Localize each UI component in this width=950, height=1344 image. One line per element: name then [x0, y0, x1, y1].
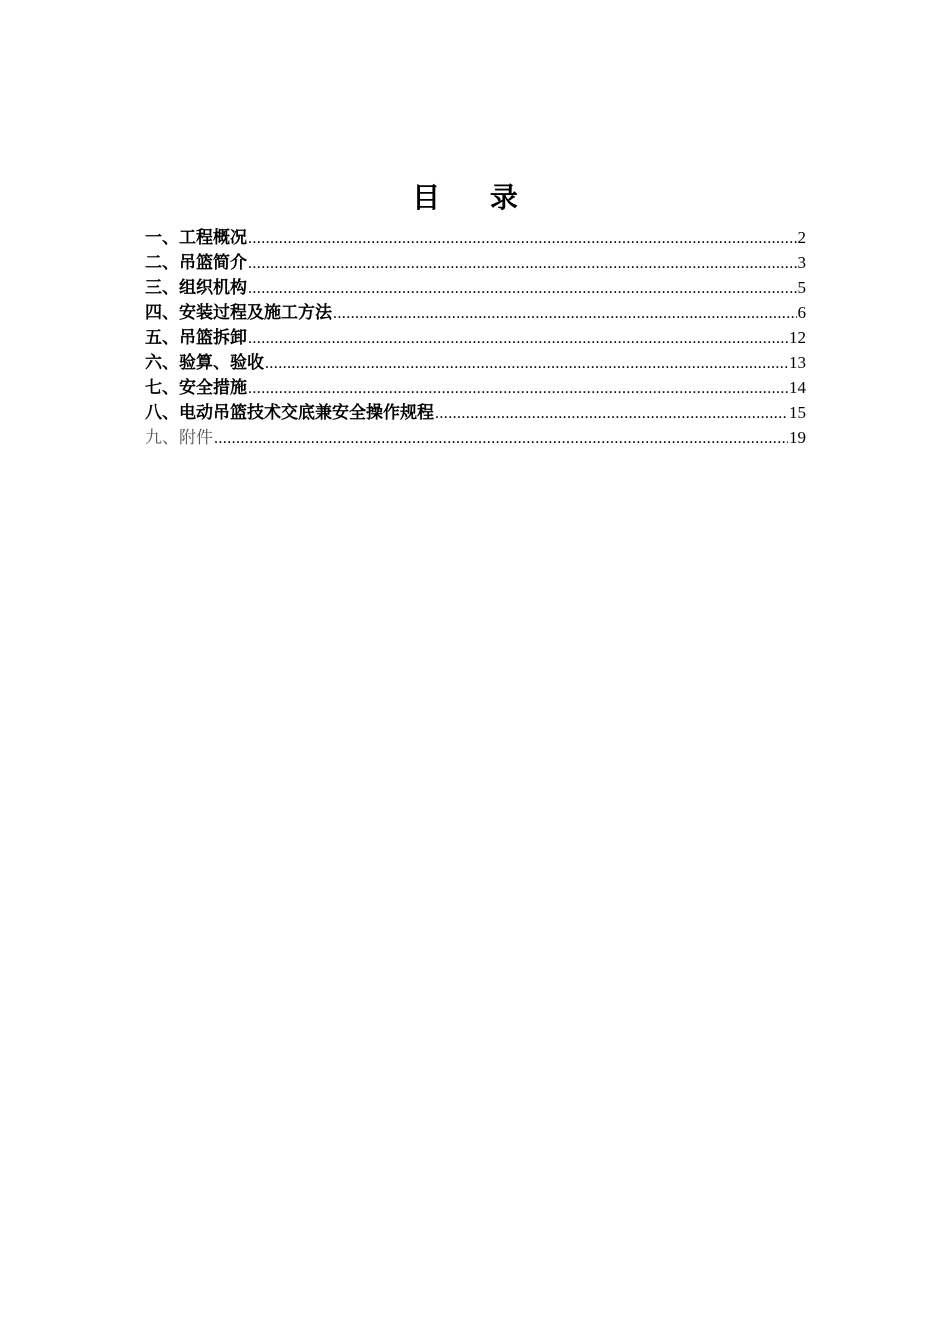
toc-leader-dots — [248, 226, 797, 250]
toc-entry-page: 2 — [797, 228, 806, 247]
toc-entry-page: 12 — [789, 328, 806, 347]
toc-entry-page: 15 — [789, 403, 806, 422]
toc-leader-dots — [248, 376, 788, 400]
toc-entry-page: 13 — [789, 353, 806, 372]
toc-entry[interactable] — [145, 400, 806, 425]
toc-entry-page: 3 — [797, 253, 806, 272]
toc-entry[interactable] — [145, 325, 806, 350]
toc-leader-dots — [435, 401, 788, 425]
toc-entry-page: 5 — [797, 278, 806, 297]
toc-entry-label: 三、组织机构 — [145, 278, 247, 298]
toc-entry[interactable] — [145, 425, 806, 450]
toc-leader-dots — [248, 251, 797, 275]
toc-entry-page: 19 — [789, 428, 806, 447]
toc-entry[interactable] — [145, 275, 806, 300]
toc-entry[interactable] — [145, 250, 806, 275]
toc-leader-dots — [265, 351, 788, 375]
toc-entry-label: 七、安全措施 — [145, 378, 247, 398]
toc-entry[interactable] — [145, 300, 806, 325]
toc-entry[interactable] — [145, 375, 806, 400]
table-of-contents — [145, 225, 806, 450]
toc-entry-label: 二、吊篮简介 — [145, 253, 247, 273]
toc-entry-label: 四、安装过程及施工方法 — [145, 303, 332, 323]
toc-entry[interactable] — [145, 225, 806, 250]
toc-entry-page: 6 — [797, 303, 806, 322]
toc-entry-label: 一、工程概况 — [145, 228, 247, 248]
toc-leader-dots — [333, 301, 797, 325]
toc-leader-dots — [214, 426, 788, 450]
toc-title: 目 录 — [412, 181, 538, 214]
toc-leader-dots — [248, 276, 797, 300]
toc-leader-dots — [248, 326, 788, 350]
toc-entry-label: 六、验算、验收 — [145, 353, 264, 373]
toc-entry-label: 五、吊篮拆卸 — [145, 328, 247, 348]
toc-entry-label: 八、电动吊篮技术交底兼安全操作规程 — [145, 403, 434, 423]
toc-entry-label: 九、附件 — [145, 428, 213, 448]
toc-entry-page: 14 — [789, 378, 806, 397]
toc-entry[interactable] — [145, 350, 806, 375]
